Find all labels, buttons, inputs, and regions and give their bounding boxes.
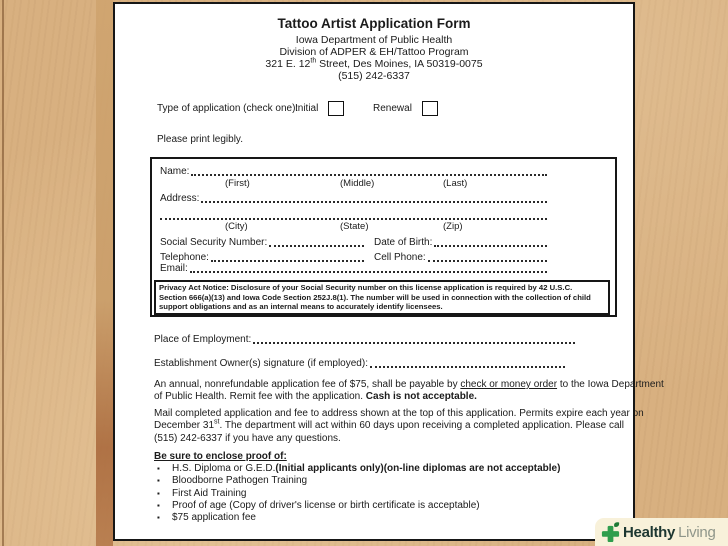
bullet-icon: ▪	[157, 500, 160, 510]
mail-line-2-sup: st	[214, 418, 220, 426]
bullet-item-application-fee	[157, 512, 560, 524]
privacy-act-notice	[154, 280, 610, 315]
initial-label: Initial	[295, 103, 319, 114]
watermark-brand-light: Living	[678, 523, 716, 541]
header-phone: (515) 242-6337	[338, 70, 410, 82]
fee-line-2	[154, 391, 664, 403]
state-sublabel: (State)	[340, 221, 369, 232]
renewal-checkbox[interactable]	[422, 101, 438, 116]
personal-info-box	[150, 157, 617, 317]
email-input-line[interactable]	[190, 262, 547, 273]
name-input-line[interactable]	[191, 165, 547, 176]
middle-sublabel: (Middle)	[340, 178, 375, 189]
cell-phone-label: Cell Phone:	[374, 252, 426, 263]
first-sublabel: (First)	[225, 178, 250, 189]
bullet-item-proof-of-age	[157, 500, 560, 512]
bullet-text: Proof of age (Copy of driver's license or birth certificate is acceptable)	[172, 499, 480, 511]
header-dept: Iowa Department of Public Health	[295, 34, 453, 46]
proof-bullet-list	[157, 463, 560, 524]
fee-line-1-post: to the Iowa Department	[557, 379, 664, 390]
healthy-living-cross-icon	[600, 521, 623, 544]
privacy-line-3: support obligations and as an internal means to accurately identify licensees.	[159, 302, 443, 312]
wood-edge-band	[96, 0, 113, 546]
telephone-input-line[interactable]	[211, 251, 364, 262]
ssn-label: Social Security Number:	[160, 237, 268, 248]
bullet-text: $75 application fee	[172, 512, 256, 524]
telephone-label: Telephone:	[160, 252, 209, 263]
fee-line-1-pre: An annual, nonrefundable application fee of $75, shall be payable by	[154, 379, 461, 390]
privacy-line-2: Section 666(a)(13) and Iowa Code Section 252J.8(1). The number will be used in connection with the collection of child	[159, 292, 591, 302]
owner-signature-input-line[interactable]	[370, 357, 565, 368]
mail-line-3: (515) 242-6337 if you have any questions.	[154, 432, 341, 444]
bullet-icon: ▪	[157, 476, 160, 486]
privacy-line-1: Privacy Act Notice: Disclosure of your Social Security number on this license application is required by 42 U.S.C.	[159, 283, 573, 292]
watermark-brand-bold: Healthy	[623, 523, 676, 541]
cell-phone-input-line[interactable]	[428, 251, 547, 262]
fee-line-1	[154, 379, 664, 391]
bullet-item-first-aid	[157, 488, 560, 500]
bullet-icon: ▪	[157, 464, 160, 473]
wood-plank-line	[2, 0, 4, 546]
city-sublabel: (City)	[225, 221, 248, 232]
address-sublabels	[160, 221, 547, 232]
employment-label: Place of Employment:	[154, 334, 252, 345]
bullet-icon: ▪	[157, 513, 160, 523]
owner-signature-label: Establishment Owner(s) signature (if employed):	[154, 358, 368, 369]
mail-line-1: Mail completed application and fee to address shown at the top of this application. Permits expire each year on	[154, 408, 644, 419]
dob-label: Date of Birth:	[374, 237, 433, 248]
form-header	[115, 16, 633, 82]
name-sublabels	[160, 178, 547, 189]
header-address-sup: th	[310, 57, 317, 65]
renewal-label: Renewal	[373, 103, 412, 114]
fee-cash-not-acceptable: Cash is not acceptable.	[365, 391, 477, 403]
proof-heading: Be sure to enclose proof of:	[154, 451, 287, 462]
initial-checkbox[interactable]	[328, 101, 344, 116]
bullet-item-bloodborne	[157, 475, 560, 487]
dob-input-line[interactable]	[434, 236, 547, 247]
bullet-item-diploma	[157, 463, 560, 475]
address-input-line[interactable]	[201, 192, 547, 203]
name-label: Name:	[160, 166, 190, 177]
form-title: Tattoo Artist Application Form	[277, 16, 471, 31]
print-legibly-note: Please print legibly.	[157, 134, 243, 145]
last-sublabel: (Last)	[443, 178, 468, 189]
header-address-post: Street, Des Moines, IA 50319-0075	[316, 58, 483, 70]
mail-line-2	[154, 420, 644, 432]
fee-paragraph	[154, 379, 664, 404]
bullet-text: H.S. Diploma or G.E.D.	[172, 463, 276, 474]
employment-input-line[interactable]	[253, 333, 575, 344]
application-type-label: Type of application (check one):	[157, 103, 299, 114]
address-label: Address:	[160, 193, 200, 204]
zip-sublabel: (Zip)	[443, 221, 463, 232]
mailing-paragraph	[154, 408, 644, 445]
fee-line-2-pre: of Public Health. Remit fee with the application.	[154, 391, 366, 403]
email-label: Email:	[160, 263, 188, 274]
bullet-icon: ▪	[157, 488, 160, 498]
bullet-text: First Aid Training	[172, 487, 247, 499]
mail-line-2-pre: December 31	[154, 420, 215, 432]
fee-check-or-money-order: check or money order	[460, 379, 558, 390]
header-division: Division of ADPER & EH/Tattoo Program	[279, 46, 469, 58]
mail-line-2-post: . The department will act within 60 days upon receiving a completed application. Please call	[219, 420, 624, 432]
ssn-input-line[interactable]	[269, 236, 364, 247]
address-line2-input-line[interactable]	[160, 209, 547, 220]
header-address	[115, 58, 633, 70]
header-address-pre: 321 E. 12	[265, 58, 311, 70]
bullet-text: Bloodborne Pathogen Training	[172, 475, 308, 487]
healthy-living-watermark	[595, 518, 728, 546]
bullet-text-bold: (Initial applicants only)(on-line diplomas are not acceptable)	[275, 463, 561, 474]
